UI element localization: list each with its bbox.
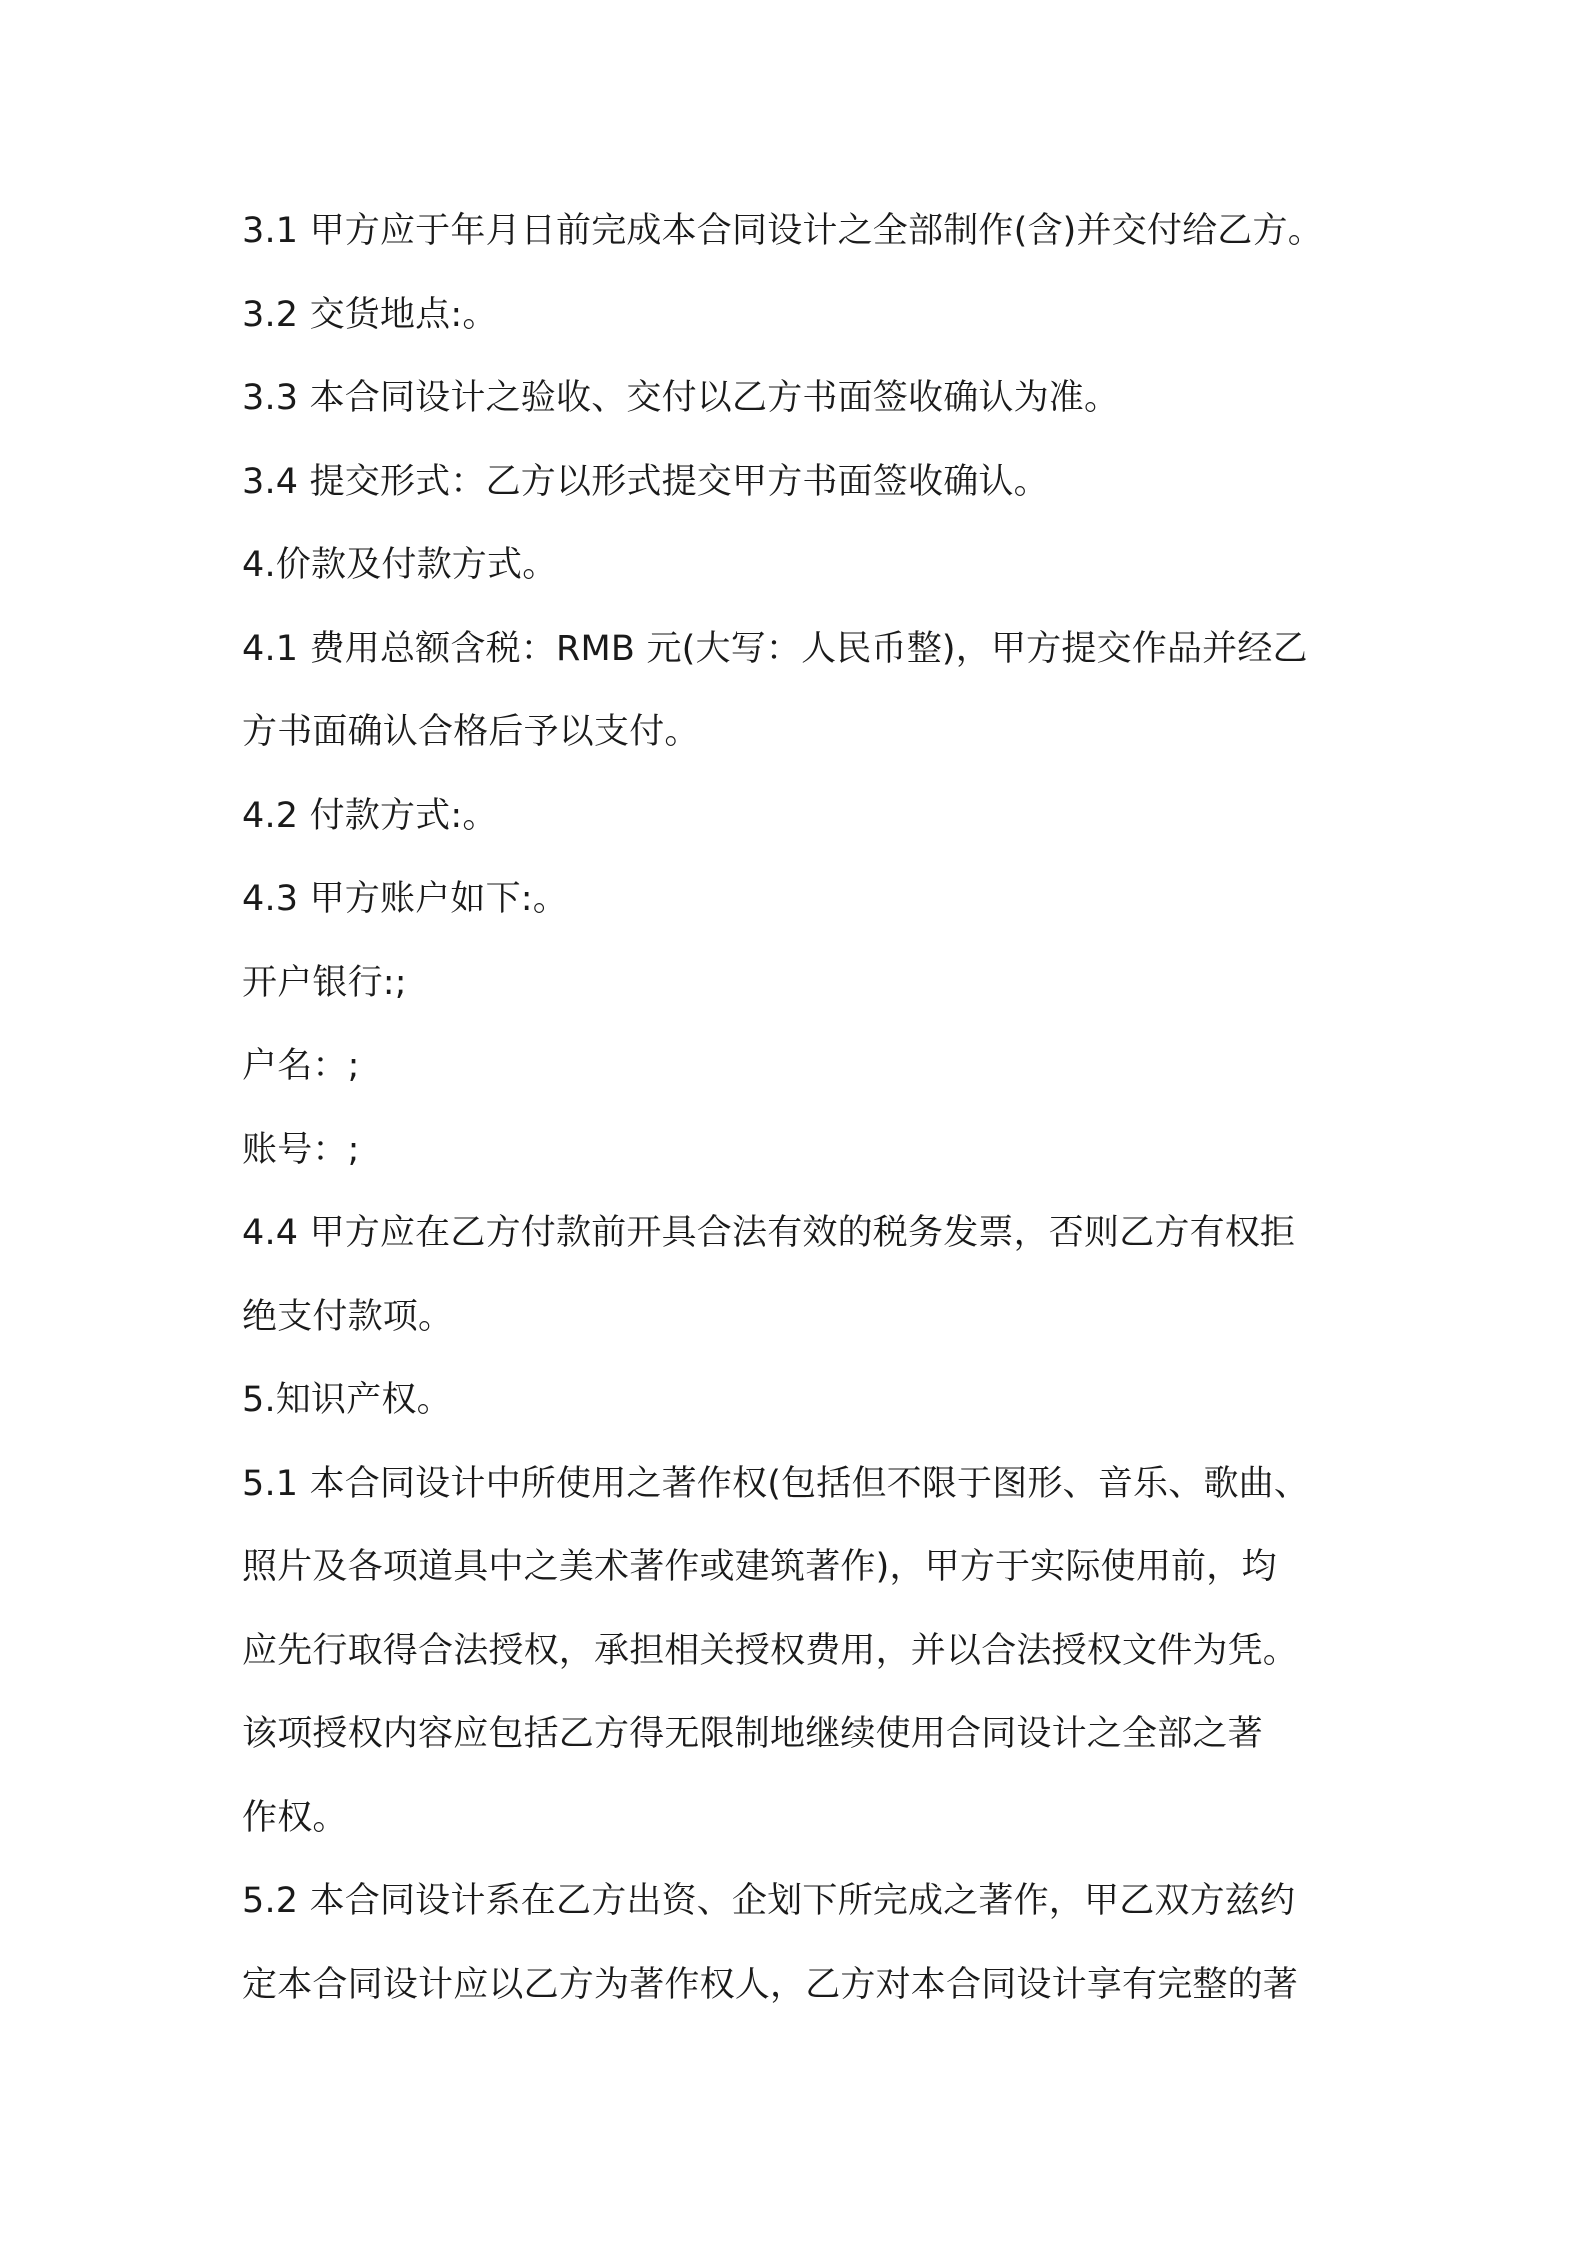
clause-5-1	[242, 1443, 1362, 1861]
bank-name-field	[242, 942, 1362, 1026]
text-line: 作权。	[242, 1797, 348, 1838]
text-line: 户名：;	[242, 1046, 360, 1086]
text-line: 3.4 提交形式：乙方以形式提交甲方书面签收确认。	[242, 461, 1049, 502]
text-line: 4.1 费用总额含税：RMB 元(大写：人民币整)，甲方提交作品并经乙	[242, 628, 1308, 669]
clause-3-2	[242, 274, 1362, 358]
text-line: 定本合同设计应以乙方为著作权人，乙方对本合同设计享有完整的著	[242, 1964, 1299, 2005]
text-line: 5.知识产权。	[242, 1380, 452, 1420]
clause-4-2	[242, 775, 1362, 859]
text-line: 账号：;	[242, 1129, 360, 1170]
text-line: 4.3 甲方账户如下:。	[242, 879, 568, 919]
text-line: 绝支付款项。	[242, 1296, 454, 1337]
text-line: 5.1 本合同设计中所使用之著作权(包括但不限于图形、音乐、歌曲、	[242, 1463, 1310, 1504]
text-line: 4.4 甲方应在乙方付款前开具合法有效的税务发票，否则乙方有权拒	[242, 1213, 1296, 1253]
clause-3-3	[242, 357, 1362, 441]
text-line: 3.1 甲方应于年月日前完成本合同设计之全部制作(含)并交付给乙方。	[242, 211, 1323, 251]
clause-3-1	[242, 190, 1362, 274]
text-line: 4.2 付款方式:。	[242, 795, 498, 836]
clause-3-4	[242, 441, 1362, 525]
section-4-heading	[242, 524, 1362, 608]
clause-5-2	[242, 1860, 1362, 2027]
text-line: 该项授权内容应包括乙方得无限制地继续使用合同设计之全部之著	[242, 1714, 1263, 1754]
text-line: 3.2 交货地点:。	[242, 294, 498, 335]
clause-4-4	[242, 1192, 1362, 1359]
text-line: 开户银行:;	[242, 962, 407, 1003]
clause-4-1	[242, 608, 1362, 775]
section-5-heading	[242, 1359, 1362, 1443]
text-line: 5.2 本合同设计系在乙方出资、企划下所完成之著作，甲乙双方兹约	[242, 1881, 1296, 1921]
text-line: 照片及各项道具中之美术著作或建筑著作)，甲方于实际使用前，均	[242, 1547, 1277, 1587]
contract-text	[242, 190, 1362, 2027]
clause-4-3	[242, 858, 1362, 942]
account-name-field	[242, 1025, 1362, 1109]
text-line: 应先行取得合法授权，承担相关授权费用，并以合法授权文件为凭。	[242, 1630, 1299, 1671]
text-line: 方书面确认合格后予以支付。	[242, 712, 700, 752]
account-number-field	[242, 1109, 1362, 1193]
text-line: 3.3 本合同设计之验收、交付以乙方书面签收确认为准。	[242, 378, 1120, 418]
text-line: 4.价款及付款方式。	[242, 545, 558, 585]
